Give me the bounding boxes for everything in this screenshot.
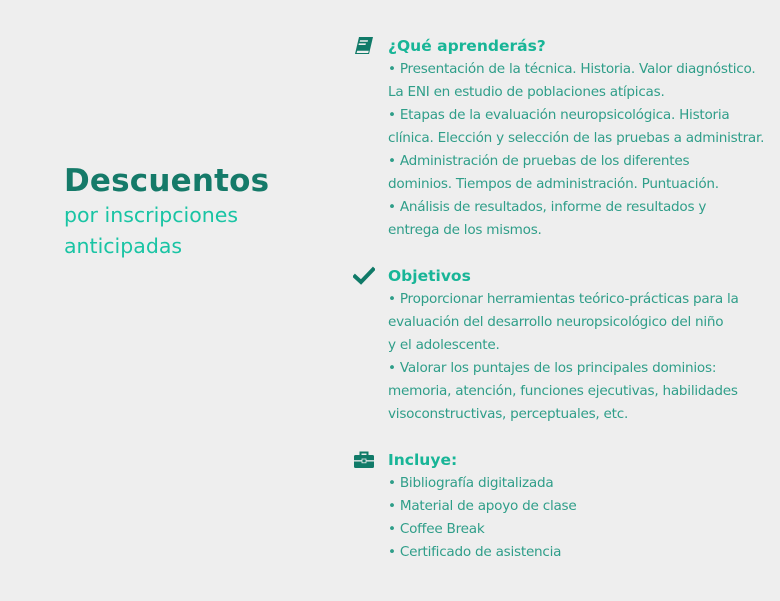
- list-item: evaluación del desarrollo neuropsicológico del niño: [388, 314, 724, 330]
- list-item: • Valorar los puntajes de los principales dominios:: [388, 360, 717, 376]
- list-item: • Material de apoyo de clase: [388, 498, 577, 514]
- briefcase-icon: [353, 450, 375, 470]
- list-item: entrega de los mismos.: [388, 222, 542, 238]
- list-item: memoria, atención, funciones ejecutivas, habilidades: [388, 383, 738, 399]
- list-item: • Análisis de resultados, informe de resultados y: [388, 199, 707, 215]
- section-includes: [353, 448, 773, 564]
- list-item: • Certificado de asistencia: [388, 544, 562, 560]
- list-item: visoconstructivas, perceptuales, etc.: [388, 406, 629, 422]
- list-item: La ENI en estudio de poblaciones atípicas.: [388, 84, 665, 100]
- section-learn-list: [388, 58, 773, 242]
- section-objectives-title: Objetivos: [388, 267, 471, 285]
- promo-subtitle-line2: anticipadas: [64, 234, 183, 258]
- list-item: • Etapas de la evaluación neuropsicológica. Historia: [388, 107, 730, 123]
- list-item: • Presentación de la técnica. Historia. Valor diagnóstico.: [388, 61, 756, 77]
- promo-block: [64, 162, 324, 262]
- section-learn-title: ¿Qué aprenderás?: [388, 37, 546, 55]
- list-item: clínica. Elección y selección de las pruebas a administrar.: [388, 130, 765, 146]
- promo-subtitle-line1: por inscripciones: [64, 203, 239, 227]
- list-item: • Bibliografía digitalizada: [388, 475, 554, 491]
- list-item: • Proporcionar herramientas teórico-prácticas para la: [388, 291, 739, 307]
- section-includes-list: [388, 472, 773, 564]
- section-learn: [353, 34, 773, 242]
- section-objectives-list: [388, 288, 773, 426]
- list-item: • Coffee Break: [388, 521, 485, 537]
- section-objectives: [353, 264, 773, 426]
- section-includes-title: Incluye:: [388, 451, 458, 469]
- promo-title: Descuentos: [64, 163, 270, 199]
- course-details: [353, 34, 773, 564]
- book-icon: [353, 36, 375, 56]
- list-item: y el adolescente.: [388, 337, 500, 353]
- list-item: dominios. Tiempos de administración. Puntuación.: [388, 176, 719, 192]
- list-item: • Administración de pruebas de los diferentes: [388, 153, 690, 169]
- checkmark-icon: [353, 266, 375, 286]
